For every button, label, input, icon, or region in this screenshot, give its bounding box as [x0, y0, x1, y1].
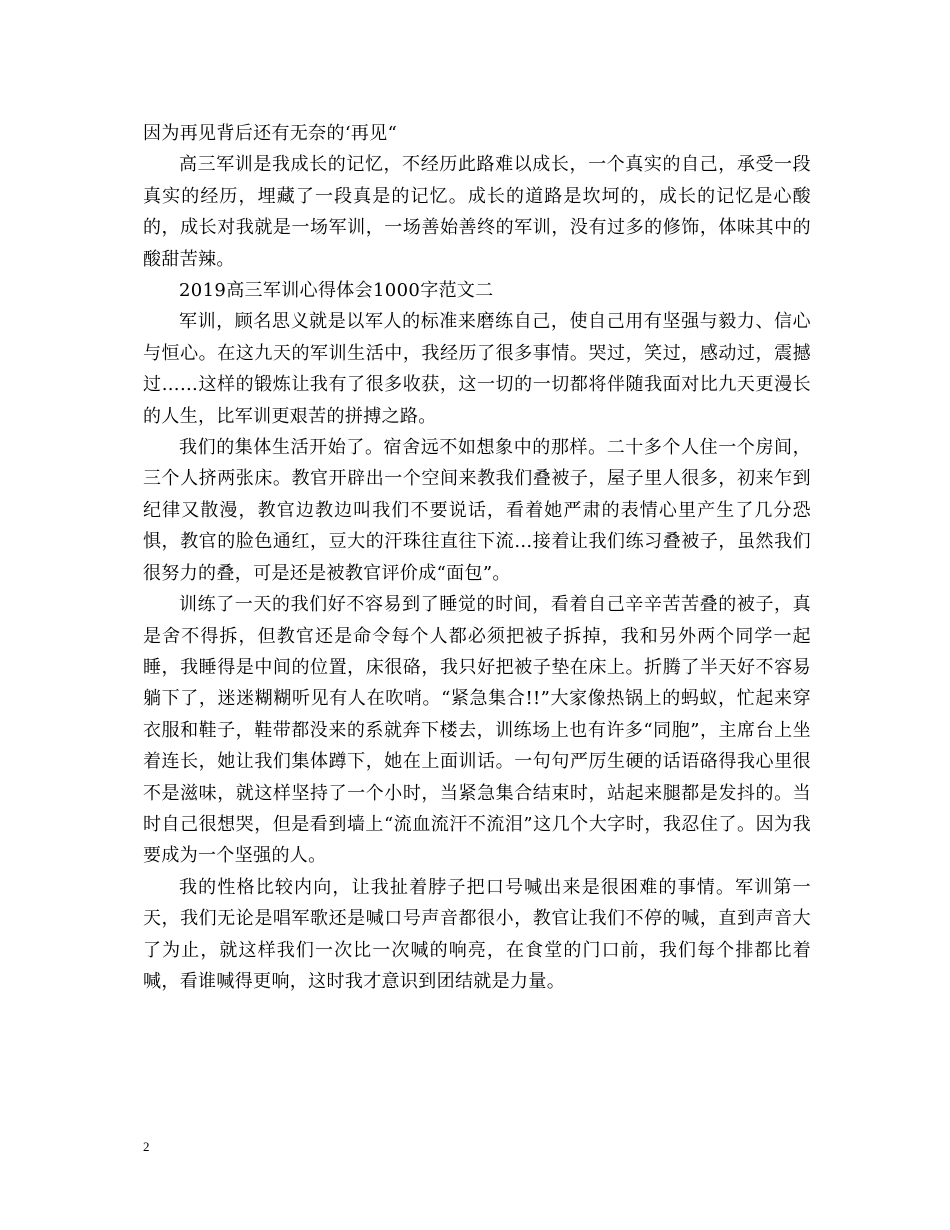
paragraph-shouting-slogans: 我的性格比较内向，让我扯着脖子把口号喊出来是很困难的事情。军训第一天，我们无论是唱军歌还是喊口号声音都很小，教官让我们不停的喊，直到声音大了为止，就这样我们一次比一次喊的响亮，在食堂的门口前，我们每个排都比着喊，看谁喊得更响，这时我才意识到团结就是力量。	[143, 876, 811, 992]
document-body	[143, 118, 811, 997]
section-heading-essay-two: 2019高三军训心得体会1000字范文二	[179, 280, 494, 302]
page-number: 2	[143, 1139, 150, 1154]
paragraph-emergency-assembly: 训练了一天的我们好不容易到了睡觉的时间，看着自己辛辛苦苦叠的被子，真是舍不得拆，但教官还是命令每个人都必须把被子拆掉，我和另外两个同学一起睡，我睡得是中间的位置，床很硌，我只好把被子垫在床上。折腾了半天好不容易躺下了，迷迷糊糊听见有人在吹哨。“紧急集合!!”大家像热锅上的蚂蚁，忙起来穿衣服和鞋子，鞋带都没来的系就奔下楼去，训练场上也有许多“同胞”，主席台上坐着连长，她让我们集体蹲下，她在上面训话。一句句严厉生硬的话语硌得我心里很不是滋味，就这样坚持了一个小时，当紧急集合结束时，站起来腿都是发抖的。当时自己很想哭，但是看到墙上“流血流汗不流泪”这几个大字时，我忍住了。因为我要成为一个坚强的人。	[143, 594, 811, 867]
paragraph-growth-memory: 高三军训是我成长的记忆，不经历此路难以成长，一个真实的自己，承受一段真实的经历，埋藏了一段真是的记忆。成长的道路是坎坷的，成长的记忆是心酸的，成长对我就是一场军训，一场善始善终的军训，没有过多的修饰，体味其中的酸甜苦辣。	[143, 154, 811, 270]
paragraph-military-training-meaning: 军训，顾名思义就是以军人的标准来磨练自己，使自己用有坚强与毅力、信心与恒心。在这九天的军训生活中，我经历了很多事情。哭过，笑过，感动过，震撼过……这样的锻炼让我有了很多收获，这一切的一切都将伴随我面对比九天更漫长的人生，比军训更艰苦的拼搏之路。	[143, 311, 811, 427]
paragraph-continuation: 因为再见背后还有无奈的‘再见“	[143, 123, 398, 144]
paragraph-collective-life: 我们的集体生活开始了。宿舍远不如想象中的那样。二十多个人住一个房间，三个人挤两张床。教官开辟出一个空间来教我们叠被子，屋子里人很多，初来乍到纪律又散漫，教官边教边叫我们不要说话，看着她严肃的表情心里产生了几分恐惧，教官的脸色通红，豆大的汗珠往直往下流…接着让我们练习叠被子，虽然我们很努力的叠，可是还是被教官评价成“面包”。	[143, 437, 811, 584]
